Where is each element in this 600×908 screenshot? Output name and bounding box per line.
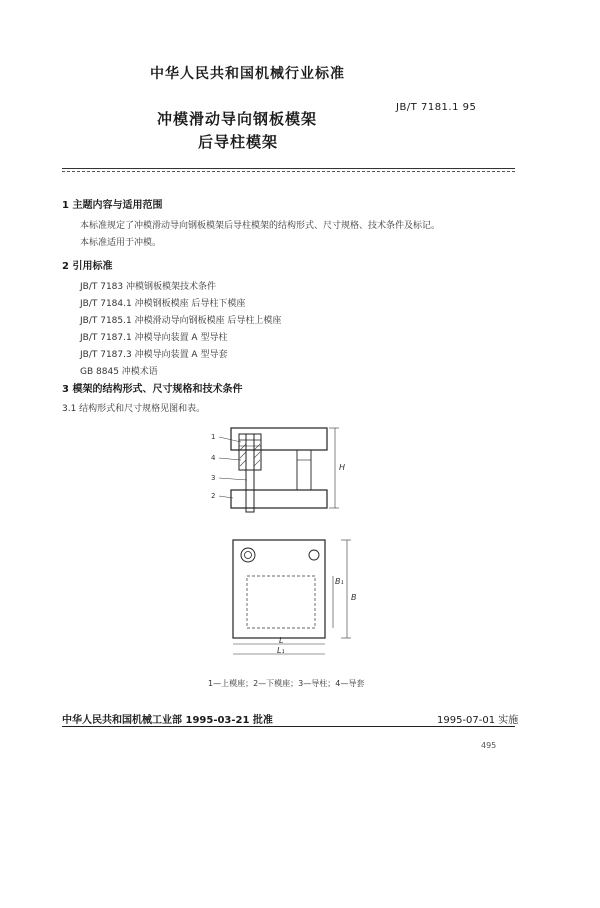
- reference-item: JB/T 7187.1 冲模导向装置 A 型导柱: [80, 333, 228, 343]
- label-part-4: 4: [211, 454, 216, 462]
- section-3-1-text: 3.1 结构形式和尺寸规格见图和表。: [62, 404, 206, 414]
- section-1-heading: 1 主题内容与适用范围: [62, 200, 163, 211]
- footer-rule: [62, 726, 515, 727]
- reference-item: JB/T 7185.1 冲模滑动导向钢板模座 后导柱上模座: [80, 316, 282, 326]
- dimension-L1-label: L₁: [277, 646, 285, 655]
- section-1-paragraph-1: 本标准规定了冲模滑动导向钢板模架后导柱模架的结构形式、尺寸规格、技术条件及标记。: [80, 221, 441, 231]
- issuing-organization: 中华人民共和国机械行业标准: [150, 66, 345, 82]
- document-title-line1: 冲模滑动导向钢板模架: [157, 110, 318, 128]
- effective-date: 1995-07-01 实施: [437, 715, 519, 726]
- dimension-H-label: H: [339, 463, 346, 472]
- reference-item: JB/T 7184.1 冲模钢板模座 后导柱下模座: [80, 299, 246, 309]
- section-1-paragraph-2: 本标准适用于冲模。: [80, 238, 162, 248]
- front-view-drawing: [205, 420, 365, 520]
- header-rule: [62, 168, 515, 169]
- dimension-B1-label: B₁: [335, 577, 344, 586]
- section-2-heading: 2 引用标准: [62, 261, 113, 272]
- document-title-line2: 后导柱模架: [198, 133, 279, 151]
- section-3-heading: 3 模架的结构形式、尺寸规格和技术条件: [62, 384, 243, 395]
- plan-view-drawing: [225, 530, 365, 660]
- reference-item: JB/T 7187.3 冲模导向装置 A 型导套: [80, 350, 228, 360]
- label-part-1: 1: [211, 433, 216, 441]
- reference-item: GB 8845 冲模术语: [80, 367, 158, 377]
- page-number: 495: [481, 741, 497, 750]
- approval-date: 中华人民共和国机械工业部 1995-03-21 批准: [62, 715, 273, 726]
- dimension-B-label: B: [351, 593, 357, 602]
- figure-caption: 1—上模座；2—下模座；3—导柱；4—导套: [208, 679, 365, 688]
- label-part-3: 3: [211, 474, 216, 482]
- dimension-L-label: L: [279, 636, 284, 645]
- reference-item: JB/T 7183 冲模钢板模架技术条件: [80, 282, 216, 292]
- standard-number: JB/T 7181.1 95: [396, 102, 477, 113]
- header-rule-secondary: [62, 171, 515, 172]
- label-part-2: 2: [211, 492, 216, 500]
